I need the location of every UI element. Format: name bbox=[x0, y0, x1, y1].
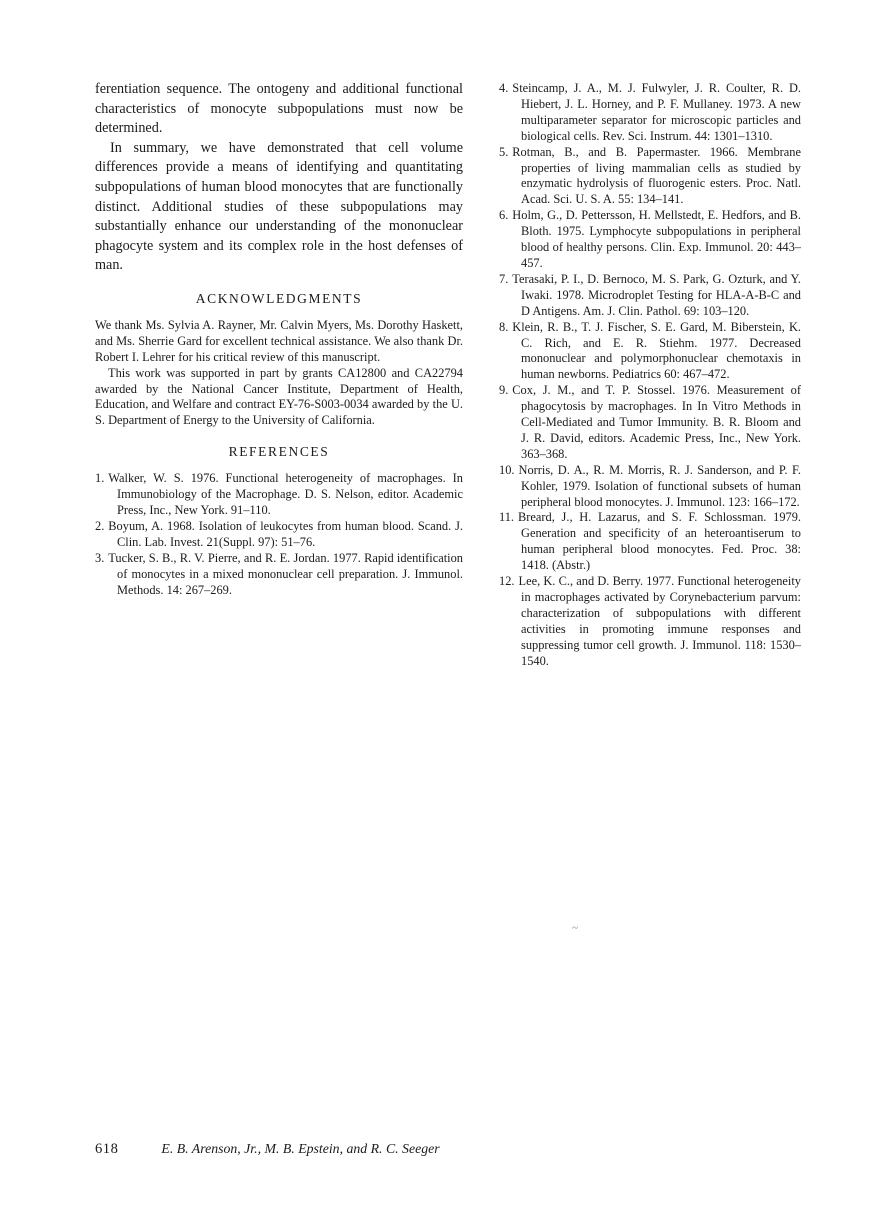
reference-text: Cox, J. M., and T. P. Stossel. 1976. Measurement of phagocytosis by macrophages. In In Vitro Methods in Cell-Mediated and Tumor Immunity. B. R. Bloom and J. R. David, editors. Academic Press, Inc., New York. 363–368. bbox=[512, 383, 801, 461]
running-authors: E. B. Arenson, Jr., M. B. Epstein, and R. C. Seeger bbox=[161, 1141, 440, 1156]
body-paragraph-summary: In summary, we have demonstrated that cell volume differences provide a means of identifying and quantitating subpopulations of human blood monocytes that are functionally distinct. Additional studies of these subpopulations may substantially enhance our understanding of the mononuclear phagocyte system and its complex role in the host defenses of man. bbox=[95, 139, 463, 274]
acknowledgments-paragraph: We thank Ms. Sylvia A. Rayner, Mr. Calvin Myers, Ms. Dorothy Haskett, and Ms. Sherrie Gard for excellent technical assistance. We also thank Dr. Robert I. Lehrer for his critical review of this manuscript. bbox=[95, 317, 463, 364]
reference-text: Norris, D. A., R. M. Morris, R. J. Sanderson, and P. F. Kohler, 1979. Isolation of functional subsets of human peripheral blood monocytes. J. Immunol. 123: 166–172. bbox=[518, 462, 801, 509]
reference-text: Walker, W. S. 1976. Functional heterogeneity of macrophages. In Immunobiology of the Macrophage. D. S. Nelson, editor. Academic Press, Inc., New York. 91–110. bbox=[108, 471, 463, 518]
reference-number: 7. bbox=[499, 271, 509, 286]
reference-item bbox=[499, 574, 801, 669]
right-column bbox=[499, 80, 801, 670]
reference-text: Klein, R. B., T. J. Fischer, S. E. Gard, M. Biberstein, K. C. Rich, and E. R. Stiehm. 1977. Decreased mononuclear and polymorphonuclear chemotaxis in human newborns. Pediatrics 60: 467–472. bbox=[512, 319, 801, 382]
reference-number: 1. bbox=[95, 471, 105, 486]
reference-text: Lee, K. C., and D. Berry. 1977. Functional heterogeneity in macrophages activated by Corynebacterium parvum: characterization of subpopulations with different activities in promoting immune responses and suppressing tumor cell growth. J. Immunol. 118: 1530–1540. bbox=[518, 574, 801, 668]
reference-item bbox=[499, 463, 801, 511]
reference-list-left bbox=[95, 471, 463, 598]
scan-artifact-mark: ~ bbox=[572, 922, 578, 934]
reference-item bbox=[499, 81, 801, 145]
reference-item bbox=[95, 471, 463, 519]
page-number: 618 bbox=[95, 1141, 119, 1157]
reference-number: 11. bbox=[499, 510, 515, 525]
reference-item bbox=[499, 208, 801, 272]
reference-text: Boyum, A. 1968. Isolation of leukocytes from human blood. Scand. J. Clin. Lab. Invest. 21(Suppl. 97): 51–76. bbox=[108, 519, 463, 549]
reference-number: 9. bbox=[499, 383, 509, 398]
page-footer bbox=[95, 1141, 440, 1158]
reference-number: 8. bbox=[499, 319, 509, 334]
reference-text: Rotman, B., and B. Papermaster. 1966. Membrane properties of living mammalian cells as studied by enzymatic hydrolysis of fluorogenic esters. Proc. Natl. Acad. Sci. U. S. A. 55: 134–141. bbox=[512, 144, 801, 207]
reference-text: Holm, G., D. Pettersson, H. Mellstedt, E. Hedfors, and B. Bloth. 1975. Lymphocyte subpopulations in peripheral blood of healthy persons. Clin. Exp. Immunol. 20: 443–457. bbox=[512, 208, 801, 270]
acknowledgments-heading: ACKNOWLEDGMENTS bbox=[195, 290, 363, 306]
left-column bbox=[95, 80, 463, 670]
reference-text: Steincamp, J. A., M. J. Fulwyler, J. R. Coulter, R. D. Hiebert, J. L. Horney, and P. F. Mullaney. 1973. A new multiparameter separator for microscopic particles and biological cells. Rev. Sci. Instrum. 44: 1301–1310. bbox=[512, 81, 801, 143]
reference-text: Terasaki, P. I., D. Bernoco, M. S. Park, G. Ozturk, and Y. Iwaki. 1978. Microdroplet Testing for HLA-A-B-C and D Antigens. Am. J. Clin. Pathol. 69: 103–120. bbox=[512, 271, 801, 318]
reference-item bbox=[499, 320, 801, 384]
reference-number: 2. bbox=[95, 519, 105, 533]
reference-number: 10. bbox=[499, 462, 515, 477]
reference-text: Breard, J., H. Lazarus, and S. F. Schlossman. 1979. Generation and specificity of an heteroantiserum to human peripheral blood monocytes. Fed. Proc. 38: 1418. (Abstr.) bbox=[518, 510, 801, 573]
body-paragraph-continuation: ferentiation sequence. The ontogeny and additional functional characteristics of monocyte subpopulations must now be determined. bbox=[95, 81, 463, 137]
reference-item bbox=[499, 510, 801, 574]
reference-number: 12. bbox=[499, 574, 515, 589]
references-heading: REFERENCES bbox=[228, 444, 330, 460]
reference-text: Tucker, S. B., R. V. Pierre, and R. E. Jordan. 1977. Rapid identification of monocytes in a mixed mononuclear cell preparation. J. Immunol. Methods. 14: 267–269. bbox=[108, 550, 463, 597]
reference-item bbox=[499, 272, 801, 320]
reference-item bbox=[95, 519, 463, 551]
reference-item bbox=[95, 551, 463, 599]
reference-item bbox=[499, 145, 801, 209]
acknowledgments-paragraph: This work was supported in part by grants CA12800 and CA22794 awarded by the National Cancer Institute, Department of Health, Education, and Welfare and contract EY-76-S003-0034 awarded by the U. S. Department of Energy to the University of California. bbox=[95, 365, 463, 428]
reference-item bbox=[499, 383, 801, 463]
reference-number: 5. bbox=[499, 144, 509, 159]
reference-number: 4. bbox=[499, 81, 509, 95]
reference-number: 3. bbox=[95, 550, 105, 565]
reference-number: 6. bbox=[499, 208, 509, 223]
reference-list-right bbox=[499, 81, 801, 670]
